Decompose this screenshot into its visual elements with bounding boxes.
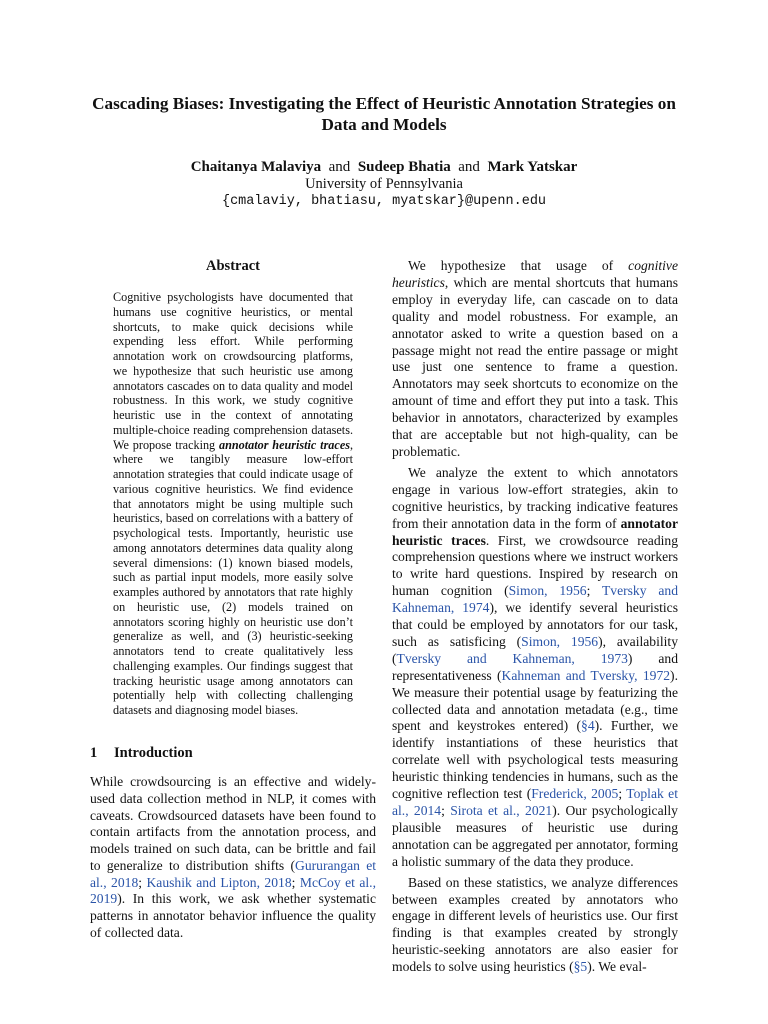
citation-link[interactable]: Simon, 1956 <box>521 633 599 649</box>
body-emphasis: cognitive heuristics <box>392 258 678 290</box>
body-text: ). We eval- <box>587 959 647 975</box>
section-reference-link[interactable]: §5 <box>573 959 588 975</box>
author-name: Sudeep Bhatia <box>357 159 451 175</box>
body-paragraph <box>392 258 678 461</box>
email-address: {cmalaviy, bhatiasu, myatskar}@upenn.edu <box>221 194 547 209</box>
abstract-body <box>113 290 353 718</box>
body-text: ). We measure their potential usage by featurizing the collected data and annotation metadata (e.g., time spent and keystrokes entered) ( <box>392 667 678 734</box>
abstract-text: Cognitive psychologists have documented that humans use cognitive heuristics, or mental shortcuts, to make quick decisions while expending less effort. While performing annotation work on crowdsourcing platforms, we hypothesize that such heuristic use among annotators cascades on to data quality and model robustness. In this work, we study cognitive heuristic use in the context of annotating multiple-choice reading comprehension datasets. We propose tracking <box>113 290 353 452</box>
citation-link[interactable]: Tversky and Kahneman, 1974 <box>392 583 679 616</box>
body-text: ). In this work, we ask whether systematic patterns in annotator behavior influence the quality of collected data. <box>90 891 376 940</box>
author-separator: and <box>458 159 480 175</box>
body-text: We analyze the extent to which annotators engage in various low-effort strategies, akin to cognitive heuristics, by tracking indicative features from their annotation data in the form of <box>392 464 678 531</box>
author-name: Chaitanya Malaviya <box>190 159 322 175</box>
section-title: Introduction <box>114 745 193 761</box>
abstract-text: , where we tangibly measure low-effort annotation strategies that could indicate usage of various cognitive heuristics. We find evidence that annotators might be using multiple such heuristics, based on correlations with a battery of psychological tests. Importantly, heuristic use among annotators determines data quality along several dimensions: (1) known biased models, such as partial input models, more easily solve examples authored by annotators that rate highly on heuristic use, (2) models trained on annotators scoring highly on heuristic use don’t generalize as well, and (3) heuristic-seeking annotators tend to create qualitatively less challenging examples. Our findings suggest that tracking heuristic usage among annotators can potentially help with collecting challenging datasets and diagnosing model biases. <box>113 437 354 717</box>
author-name: Mark Yatskar <box>487 159 578 175</box>
body-text: ), availability ( <box>392 633 679 666</box>
affiliation: University of Pennsylvania <box>305 176 463 192</box>
abstract-heading: Abstract <box>206 258 260 274</box>
body-text: We hypothesize that usage of <box>408 258 629 273</box>
abstract-emphasis: annotator heuristic traces <box>219 437 350 452</box>
citation-link[interactable]: Kaushik and Lipton, 2018 <box>146 874 292 890</box>
paper-title: Cascading Biases: Investigating the Effect of Heuristic Annotation Strategies on Data and Models <box>92 94 676 134</box>
citation-separator: ; <box>291 874 300 890</box>
citation-link[interactable]: Frederick, 2005 <box>531 786 619 802</box>
body-text: , which are mental shortcuts that humans employ in everyday life, can cascade on to data quality and model robustness. For example, an annotator asked to write a question based on a passage might not read the entire passage or might use just one sentence to frame a question. Annotators may seek shortcuts to economize on the amount of time and effort they put into a task. This behavior in annotators, characterized by examples that are acceptable but not high-quality, can be problematic. <box>392 274 678 459</box>
body-text: ), we identify several heuristics that could be employed by annotators for our task, such as satisficing ( <box>392 600 678 649</box>
intro-paragraph <box>90 774 376 942</box>
body-text: ). Further, we identify instantiations of these heuristics that correlate well with psychological tests measuring heuristic thinking tendencies in humans, such as the cognitive reflection test ( <box>392 718 679 802</box>
body-text: . First, we crowdsource reading comprehension questions where we instruct workers to write hard questions. Inspired by research on human cognition ( <box>392 532 678 599</box>
citation-link[interactable]: Toplak et al., 2014 <box>392 786 678 818</box>
right-column <box>392 258 678 976</box>
section-number: 1 <box>90 745 98 761</box>
body-text: ). Our psychologically plausible measures of heuristic use during annotation can be aggregated per annotator, forming a holistic summary of the data they produce. <box>392 803 678 869</box>
body-text: Based on these statistics, we analyze differences between examples created by annotators who engage in different levels of heuristics use. Our first finding is that examples created by strongly heuristic-seeking annotators are also easier for models to solve using heuristics ( <box>392 874 678 975</box>
body-text: ) and representativeness ( <box>392 650 678 683</box>
citation-link[interactable]: Kahneman and Tversky, 1972 <box>501 667 671 683</box>
author-list <box>84 158 684 176</box>
citation-link[interactable]: Tversky and Kahneman, 1973 <box>396 650 628 666</box>
citation-link[interactable]: McCoy et al., 2019 <box>90 874 376 907</box>
citation-link[interactable]: Gururangan et al., 2018 <box>90 857 376 890</box>
body-paragraph <box>392 875 678 976</box>
section-reference-link[interactable]: §4 <box>581 718 595 734</box>
author-separator: and <box>328 159 351 175</box>
section-heading-introduction <box>90 745 376 762</box>
body-bold: annotator heuristic traces <box>392 515 678 548</box>
citation-link[interactable]: Sirota et al., 2021 <box>450 803 553 818</box>
body-paragraph: We analyze the extent to which annotators engage in various low-effort strategies, akin to cognitive heuristics, by tracking indicative features from their annotation data in the form of annotator heuristic traces. First, we crowdsource reading comprehension questions where we instruct workers to write hard questions. Inspired by research on human cognition (Simon, 1956; Tversky and Kahneman, 1974), we identify several heuristics that could be employed by annotators for our task, such as satisficing (Simon, 1956), availability (Tversky and Kahneman, 1973) and representativeness (Kahneman and Tversky, 1972). We measure their potential usage by featurizing the collected data and annotation metadata (e.g., time spent and keystrokes entered) (§4). Further, we identify instantiations of these heuristics that correlate well with psychological tests measuring heuristic thinking tendencies in humans, such as the cognitive reflection test (Frederick, 2005; Toplak et al., 2014; Sirota et al., 2021). Our psychologically plausible measures of heuristic use during annotation can be aggregated per annotator, forming a holistic summary of the data they produce. <box>392 464 679 869</box>
citation-link[interactable]: Simon, 1956 <box>508 583 587 599</box>
body-text: While crowdsourcing is an effective and widely-used data collection method in NLP, it comes with caveats. Crowdsourced datasets have been found to contain artifacts from the annotation process, and models trained on such data, can be brittle and fail to generalize to distribution shifts ( <box>90 774 376 873</box>
citation-separator: ; <box>138 874 147 890</box>
